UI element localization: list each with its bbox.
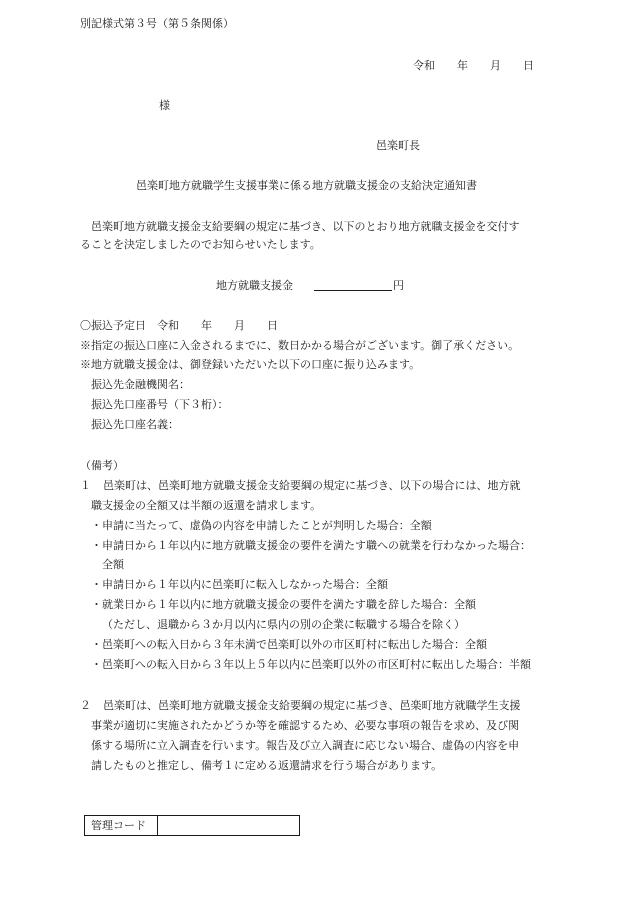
remarks-bullet: ・申請日から１年以内に地方就職支援金の要件を満たす職への就業を行わなかった場合： (91, 539, 531, 552)
remarks-bullet: ・邑楽町への転入日から３年未満で邑楽町以外の市区町村に転出した場合：全額 (91, 638, 487, 651)
recipient-honorific: 様 (159, 99, 170, 112)
document-title: 邑楽町地方就職学生支援事業に係る地方就職支援金の支給決定通知書 (136, 179, 477, 192)
intro-line: 邑楽町地方就職支援金支給要綱の規定に基づき、以下のとおり地方就職支援金を交付す (91, 220, 520, 233)
date-line: 令和 年 月 日 (413, 59, 534, 72)
transfer-account-number-field: 振込先口座番号（下３桁）： (91, 398, 229, 411)
form-number: 別記様式第３号（第５条関係） (80, 17, 234, 30)
amount-row (216, 280, 404, 291)
remarks-item-number: ２ (80, 699, 91, 712)
management-code-table (84, 815, 300, 836)
intro-line: ることを決定しましたのでお知らせいたします。 (80, 238, 321, 251)
remarks-item-text: 邑楽町は、邑楽町地方就職支援金支給要綱の規定に基づき、邑楽町地方就職学生支援 (103, 699, 521, 712)
amount-unit: 円 (393, 279, 404, 292)
amount-label: 地方就職支援金 (216, 279, 293, 292)
remarks-item-text: 係する場所に立入調査を行います。報告及び立入調査に応じない場合、虚偽の内容を申 (91, 739, 520, 752)
remarks-item-text: 職支援金の全額又は半額の返還を請求します。 (91, 499, 322, 512)
transfer-note: ※指定の振込口座に入金されるまでに、数日かかる場合がございます。御了承ください。 (80, 339, 520, 352)
remarks-bullet: ・申請日から１年以内に邑楽町に転入しなかった場合：全額 (91, 578, 388, 591)
remarks-item-text: 事業が適切に実施されたかどうか等を確認するため、必要な事項の報告を求め、及び関 (91, 719, 520, 732)
remarks-item-text: 請したものと推定し、備考１に定める返還請求を行う場合があります。 (91, 759, 443, 772)
transfer-account-holder-field: 振込先口座名義： (91, 418, 179, 431)
remarks-bullet: ・邑楽町への転入日から３年以上５年以内に邑楽町以外の市区町村に転出した場合：半額 (91, 658, 531, 671)
remarks-bullet-continuation: 全額 (102, 558, 124, 571)
amount-blank (314, 280, 392, 291)
transfer-scheduled-date: 〇振込予定日 令和 年 月 日 (80, 319, 278, 332)
management-code-value[interactable] (158, 816, 299, 835)
remarks-item-number: １ (80, 479, 91, 492)
issuer: 邑楽町長 (376, 139, 420, 152)
remarks-heading: （備考） (80, 459, 124, 472)
remarks-item-text: 邑楽町は、邑楽町地方就職支援金支給要綱の規定に基づき、以下の場合には、地方就 (103, 479, 521, 492)
transfer-bank-name-field: 振込先金融機関名： (91, 378, 190, 391)
transfer-note: ※地方就職支援金は、御登録いただいた以下の口座に振り込みます。 (80, 358, 421, 371)
remarks-bullet: ・申請に当たって、虚偽の内容を申請したことが判明した場合：全額 (91, 519, 432, 532)
remarks-bullet-continuation: （ただし、退職から３か月以内に県内の別の企業に転職する場合を除く） (102, 618, 465, 631)
remarks-bullet: ・就業日から１年以内に地方就職支援金の要件を満たす職を辞した場合：全額 (91, 598, 476, 611)
management-code-label: 管理コード (85, 816, 158, 835)
